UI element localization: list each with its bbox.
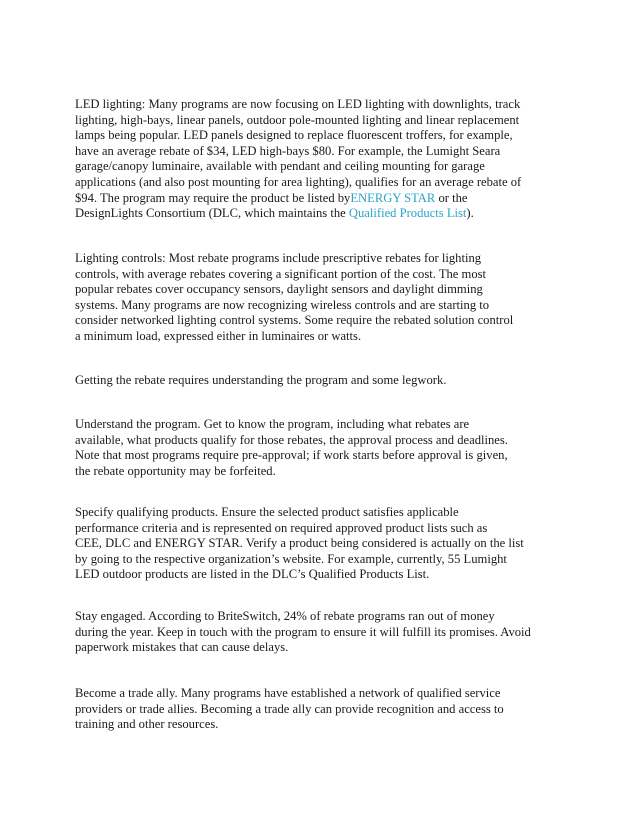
- text-line: garage/canopy luminaire, available with pendant and ceiling mounting for garage: [75, 159, 485, 174]
- text-line: providers or trade allies. Becoming a trade ally can provide recognition and access to: [75, 701, 504, 716]
- text-line: paperwork mistakes that can cause delays.: [75, 640, 289, 655]
- text-line: lighting, high-bays, linear panels, outdoor pole-mounted lighting and linear replacement: [75, 112, 520, 127]
- text-line: consider networked lighting control systems. Some require the rebated solution control: [75, 313, 514, 328]
- text-line: LED lighting: Many programs are now focusing on LED lighting with downlights, track: [75, 97, 521, 111]
- text-line: Getting the rebate requires understanding the program and some legwork.: [75, 373, 447, 387]
- text-segment: ).: [466, 206, 474, 221]
- paragraph-understand-program: [75, 417, 545, 479]
- text-line: Stay engaged. According to BriteSwitch, 24% of rebate programs ran out of money: [75, 609, 495, 623]
- paragraph-led-lighting: [75, 97, 545, 222]
- paragraph-stay-engaged: [75, 609, 545, 656]
- text-line: applications (and also post mounting for area lighting), qualifies for an average rebate of: [75, 174, 522, 189]
- energy-star-link[interactable]: ENERGY STAR: [350, 190, 436, 205]
- text-line: CEE, DLC and ENERGY STAR. Verify a product being considered is actually on the list: [75, 536, 524, 551]
- text-line: popular rebates cover occupancy sensors, daylight sensors and daylight dimming: [75, 282, 483, 297]
- text-line-with-link: [75, 191, 545, 207]
- paragraph-lighting-controls: [75, 251, 545, 345]
- paragraph-trade-ally: [75, 686, 545, 733]
- text-line: controls, with average rebates covering a significant portion of the cost. The most: [75, 266, 487, 281]
- text-line: during the year. Keep in touch with the program to ensure it will fulfill its promises. Avoid: [75, 624, 531, 639]
- text-line: Lighting controls: Most rebate programs include prescriptive rebates for lighting: [75, 251, 482, 265]
- text-line: LED outdoor products are listed in the DLC’s Qualified Products List.: [75, 567, 430, 582]
- text-segment: or the: [435, 190, 468, 205]
- text-line: systems. Many programs are now recognizing wireless controls and are starting to: [75, 297, 490, 312]
- text-line: Note that most programs require pre-approval; if work starts before approval is given,: [75, 448, 508, 463]
- paragraph-getting-rebate: [75, 373, 545, 389]
- text-line: by going to the respective organization’s website. For example, currently, 55 Lumight: [75, 551, 507, 566]
- text-line: performance criteria and is represented on required approved product lists such as: [75, 520, 488, 535]
- text-line: lamps being popular. LED panels designed to replace fluorescent troffers, for example,: [75, 128, 513, 143]
- text-line: training and other resources.: [75, 717, 219, 732]
- text-line: the rebate opportunity may be forfeited.: [75, 463, 276, 478]
- text-segment: DesignLights Consortium (DLC, which maintains the: [75, 206, 349, 221]
- text-line: Understand the program. Get to know the program, including what rebates are: [75, 417, 470, 431]
- text-line: Become a trade ally. Many programs have established a network of qualified service: [75, 686, 501, 700]
- text-line-with-link: [75, 206, 545, 222]
- text-line: a minimum load, expressed either in luminaires or watts.: [75, 328, 362, 343]
- text-line: have an average rebate of $34, LED high-bays $80. For example, the Lumight Seara: [75, 143, 501, 158]
- text-line: Specify qualifying products. Ensure the selected product satisfies applicable: [75, 505, 459, 519]
- qualified-products-list-link[interactable]: Qualified Products List: [348, 206, 467, 221]
- paragraph-specify-products: [75, 505, 545, 583]
- text-line: available, what products qualify for those rebates, the approval process and deadlines.: [75, 432, 508, 447]
- text-segment: $94. The program may require the product be listed by: [75, 190, 351, 205]
